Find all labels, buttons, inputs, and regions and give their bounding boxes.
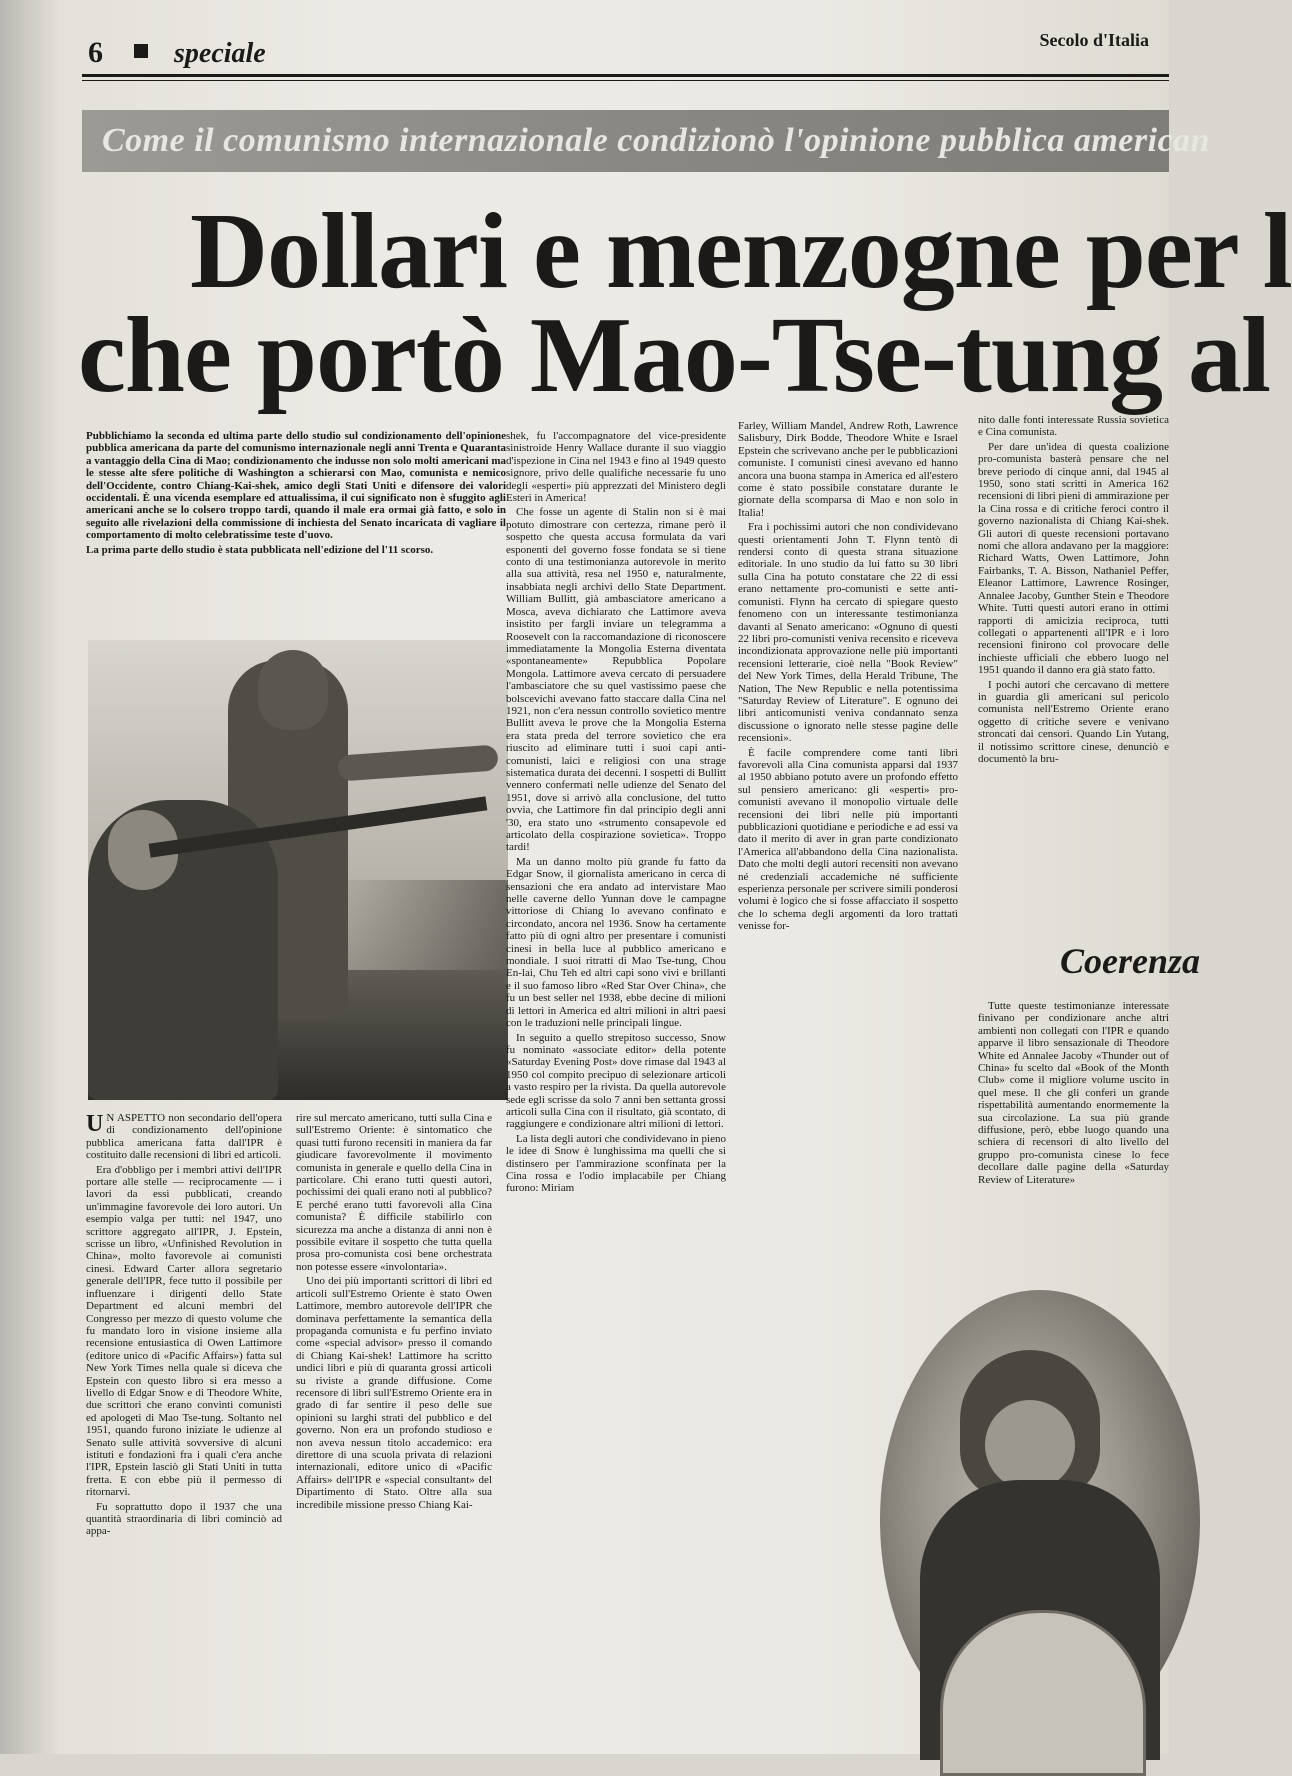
column-paragraph: Farley, William Mandel, Andrew Roth, Lawrence Salisbury, Dirk Bodde, Theodore White e Israel Epstein che scrivevano anche per le pubblicazioni comuniste. I comunisti cinesi avevano ed hanno ancora una buona stampa in America ed all'estero come è stato possibile constatare durante le giornate della scomparsa di Mao e non solo in Italia! [738, 420, 958, 519]
header-rule [82, 74, 1169, 77]
column-paragraph: Fu soprattutto dopo il 1937 che una quantità straordinaria di libri cominciò ad appa- [86, 1500, 282, 1538]
header-rule-thin [82, 80, 1169, 81]
lead-paragraph [86, 430, 506, 558]
column-paragraph: Per dare un'idea di questa coalizione pro-comunista basterà pensare che nel breve periodo di cinque anni, dal 1945 al 1950, sono stati scritti in America 162 recensioni di libri pieni di ammirazione per la Cina rossa e di critiche feroci contro il governo nazionalista di Chiang Kai-shek. Gli autori di queste recensioni portavano nomi che allora andavano per la maggiore: Richard Watts, Owen Lattimore, John Fairbanks, T. A. Bisson, Nathaniel Peffer, Eleanor Lattimore, Lawrence Rosinger, Annalee Jacoby, Gunther Stein e Theodore White. Tutti questi autori erano in ottimi rapporti di amicizia reciproca, tutti collegati o appartenenti all'IPR e i loro recensioni finirono col provocare delle inchieste ufficiali che ebbero luogo nel 1951 quando il danno era già stato fatto. [978, 440, 1169, 677]
column-paragraph: Che fosse un agente di Stalin non si è mai potuto dimostrare con certezza, rimane però il sospetto che questa accusa formulata da vari esponenti del governo fosse fondata se si tiene conto di una testimonianza autorevole in merito alla sua attività, resa nel 1950 e, naturalmente, insabbiata negli archivi dello State Department. William Bullitt, già ambasciatore americano a Mosca, aveva dichiarato che Lattimore aveva insistito per fargli inviare un telegramma a Roosevelt con la raccomandazione di riconoscere immediatamente la Mongolia Esterna diventata «spontaneamente» Repubblica Popolare Mongola. Lattimore aveva cercato di persuadere l'ambasciatore che su quel vastissimo paese che bolscevichi avevano fatto staccare dalla Cina nel 1921, non c'era nessun controllo sovietico mentre Bullitt aveva le prove che la Mongolia Esterna era stata preda del terrore sovietico che era riuscito ad eliminare tutti i suoi capi anti-comunisti, laici e religiosi con una strage sistematica durata dei decenni. I sospetti di Bullitt vennero confermati nelle udienze del Senato del 1951, dove si arrivò alla conclusione, del tutto ovvia, che Lattimore fin dal principio degli anni '30, era stato uno «strumento consapevole ed articolato della cospirazione sovietica». Troppo tardi! [506, 506, 726, 854]
lead-note: La prima parte dello studio è stata pubblicata nell'edizione del l'11 scorso. [86, 543, 434, 556]
column-paragraph: Fra i pochissimi autori che non condividevano questi orientamenti John T. Flynn tentò di rendersi conto di questa strana situazione editoriale. In uno studio da lui fatto su 30 libri sulla Cina ha potuto constatare che 22 di essi erano nettamente pro-comunisti e sette anti-comunisti. Flynn ha cercato di spiegare questo fenomeno con un interessante testimonianza davanti al Senato americano: «Ognuno di questi 22 libri pro-comunisti veniva recensito e riceveva incondizionata approvazione nelle più importanti recensioni letterarie, cioè nella "Book Review" del New York Times, della Herald Tribune, The Nation, The New Republic e nella potentissima "Saturday Review of Literature". E ognuno dei libri anticomunisti veniva condannato senza discussione o ignorato nelle stesse pagine delle recensioni». [738, 521, 958, 745]
headline-line-2: che portò Mao-Tse-tung al [78, 296, 1270, 415]
photo-soldiers [88, 640, 508, 1100]
section-square-icon [134, 44, 148, 58]
section-label: speciale [174, 38, 266, 69]
masthead: Secolo d'Italia [1039, 30, 1149, 50]
kicker-text: Come il comunismo internazionale condizionò l'opinione pubblica american [102, 122, 1211, 159]
column-paragraph: Era d'obbligo per i membri attivi dell'IPR portare alle stelle — reciprocamente — i lavori da essi pubblicati, creando un'immagine favorevole dei loro autori. Un esempio valga per tutti: nel 1947, uno scrittore aggregato all'IPR, J. Epstein, scrisse un libro, «Unfinished Revolution in China», molto favorevole ai comunisti cinesi. Edward Carter allora segretario generale dell'IPR, fece tutto il possibile per influenzare i dirigenti dello State Department ed alcuni membri del Congresso per mezzo di questo volume che fu mandato loro in visione insieme alla recensione entusiastica di Owen Lattimore (editore unico di «Pacific Affairs») fatta sul New York Times nella quale si diceva che Epstein con questo libro si era messo a livello di Edgar Snow e di Theodore White, due scrittori che erano convinti comunisti ed apologeti di Mao Tse-tung. Soltanto nel 1951, quando furono iniziate le udienze al Senato sulle attività sovversive di alcuni istituti e fondazioni fra i quali c'era anche l'IPR, Epstein lasciò gli Stati Uniti in tutta fretta. E con ebbe più il permesso di ritornarvi. [86, 1163, 282, 1499]
photo-pilot [880, 1290, 1200, 1750]
kicker-banner [82, 110, 1211, 172]
headline-line-1: Dollari e menzogne per l [190, 192, 1292, 311]
column-paragraph: La lista degli autori che condividevano in pieno le idee di Snow è lunghissima ma quelli che si distinsero per l'ammirazione sconfinata per la Cina rossa e l'odio implacabile per Chiang furono: Miriam [506, 1132, 726, 1195]
article-column-4 [738, 420, 958, 1270]
article-column-1 [86, 1112, 282, 1744]
column-paragraph: È facile comprendere come tanti libri favorevoli alla Cina comunista apparsi dal 1937 al 1950 abbiano potuto avere un profondo effetto sul pensiero americano: gli «esperti» pro-comunisti avevano il monopolio virtuale delle recensioni dei libri nelle più importanti pubblicazioni quotidiane e periodiche e ad essi va dato il merito di aver in gran parte condizionato l'America all'abbandono della Cina nazionalista. Dato che molti degli autori recensiti non avevano né credenziali accademiche né sufficiente esperienza personale per scrivere simili ponderosi volumi è logico che si fosse affacciato il sospetto che lo schema degli argomenti da loro trattati venisse for- [738, 746, 958, 933]
page-header [82, 22, 1169, 74]
column-paragraph: Ma un danno molto più grande fu fatto da Edgar Snow, il giornalista americano in cerca di sensazioni che era andato ad intervistare Mao nelle caverne dello Yunnan dove le campagne vittoriose di Chiang lo avevano confinato e circondato, ancora nel 1936. Snow ha certamente fatto più di ogni altro per presentare i comunisti cinesi in bella luce al pubblico americano e mondiale. I suoi ritratti di Mao Tse-tung, Chou En-lai, Chu Teh ed altri capi sono vivi e brillanti e il suo famoso libro «Red Star Over China», che fu un best seller nel 1938, ebbe decine di milioni di lettori in America ed altri milioni in altri paesi con le traduzioni nelle principali lingue. [506, 855, 726, 1030]
article-column-3 [506, 430, 726, 1744]
column-paragraph: Tutte queste testimonianze interessate finivano per condizionare anche altri ambienti non collegati con l'IPR e quando apparve il libro sensazionale di Theodore White ed Annalee Jacoby «Thunder out of China» fu scelto dal «Book of the Month Club» come il migliore volume uscito in quel mese. Il che gli conferì un grande rispettabilità aumentando enormemente la sua circolazione. La sua più grande diffusione, però, ebbe luogo quando una schiera di recensori di alto livello del gruppo pro-comunista cinese lo fece decollare dalle pagine della «Saturday Review of Literature» [978, 1000, 1169, 1186]
page-number: 6 [88, 36, 103, 69]
lead-text: Pubblichiamo la seconda ed ultima parte dello studio sul condizionamento dell'opinione pubblica americana da parte del comunismo internazionale negli anni Trenta e Quaranta a vantaggio della Cina di Mao; condizionamento che indusse non solo molti americani ma le stesse alte sfere politiche di Washington a schierarsi con Mao, comunista e nemico dell'Occidente, contro Chiang-Kai-shek, amico degli Stati Uniti e difensore dei valori occidentali. È una vicenda esemplare ed attualissima, il cui significato non è sfuggito agli americani anche se lo colsero troppo tardi, quando il male era ormai già fatto, e solo in seguito alle rivelazioni della commissione di inchiesta del Senato incaricata di vagliare il comportamento di molto celebratissime teste d'uovo. [86, 430, 506, 542]
column-paragraph: Uno dei più importanti scrittori di libri ed articoli sull'Estremo Oriente è stato Owen Lattimore, membro autorevole dell'IPR che dominava perfettamente la semantica della propaganda comunista e fu perfino inviato come «special advisor» presso il comando di Chiang Kai-shek! Lattimore ha scritto undici libri e più di quaranta grossi articoli su riviste a grande diffusione. Come recensore di libri sull'Estremo Oriente era in grado di far sentire il peso delle sue opinioni su larghi strati del pubblico e del governo. Non era un profondo studioso e non aveva nessun titolo accademico: era direttore di una scuola privata di relazioni internazionali, editore unico di «Pacific Affairs» dell'IPR e «special consultant» del Dipartimento di Stato. Oltre alla sua incredibile missione presso Chiang Kai- [296, 1275, 492, 1511]
article-column-2 [296, 1112, 492, 1744]
column-paragraph: shek, fu l'accompagnatore del vice-presidente sinistroide Henry Wallace durante il suo viaggio d'ispezione in Cina nel 1943 e fino al 1949 questo signore, privo delle qualifiche necessarie fu uno degli «esperti» più apprezzati del Ministero degli Esteri in America! [506, 430, 726, 505]
column-paragraph: rire sul mercato americano, tutti sulla Cina e sull'Estremo Oriente: è sintomatico che quasi tutti furono recensiti in maniera da far giudicare favorevolmente il movimento comunista in generale e quello della Cina in particolare. Chi erano tutti questi autori, pochissimi dei quali erano noti al pubblico? E perché erano tutti favorevoli alla Cina comunista? È difficile stabilirlo con sicurezza ma anche a distanza di anni non è possibile evitare il sospetto che tutta quella prosa pro-comunista così bene orchestrata non potesse essere «involontaria». [296, 1112, 492, 1273]
column-text: N ASPETTO non secondario dell'opera di condizionamento dell'opinione pubblica americana fatta dall'IPR è costituito dalle recensioni di libri ed articoli. [86, 1112, 282, 1162]
binding-shadow [0, 0, 60, 1754]
column-paragraph: I pochi autori che cercavano di mettere in guardia gli americani sul pericolo comunista nell'Estremo Oriente erano oggetto di critiche severe e venivano stroncati dai censori. Quando Lin Yutang, il notissimo scrittore cinese, denunciò e documentò la bru- [978, 678, 1169, 765]
subheading: Coerenza [1060, 941, 1201, 981]
article-column-6 [978, 1000, 1169, 1290]
drop-cap: U [86, 1111, 104, 1137]
article-column-5 [978, 414, 1169, 944]
column-paragraph: nito dalle fonti interessate Russia sovietica e Cina comunista. [978, 414, 1169, 439]
column-paragraph: In seguito a quello strepitoso successo, Snow fu nominato «associate editor» della potente «Saturday Evening Post» dove rimase dal 1943 al 1950 col compito precipuo di selezionare articoli a vasto respiro per la rivista. Da quella autorevole sede egli scrisse da solo 7 anni ben settanta grossi articoli sulla Cina con il risultato, già scontato, di raggiungere e condizionare altri milioni di lettori. [506, 1031, 726, 1131]
